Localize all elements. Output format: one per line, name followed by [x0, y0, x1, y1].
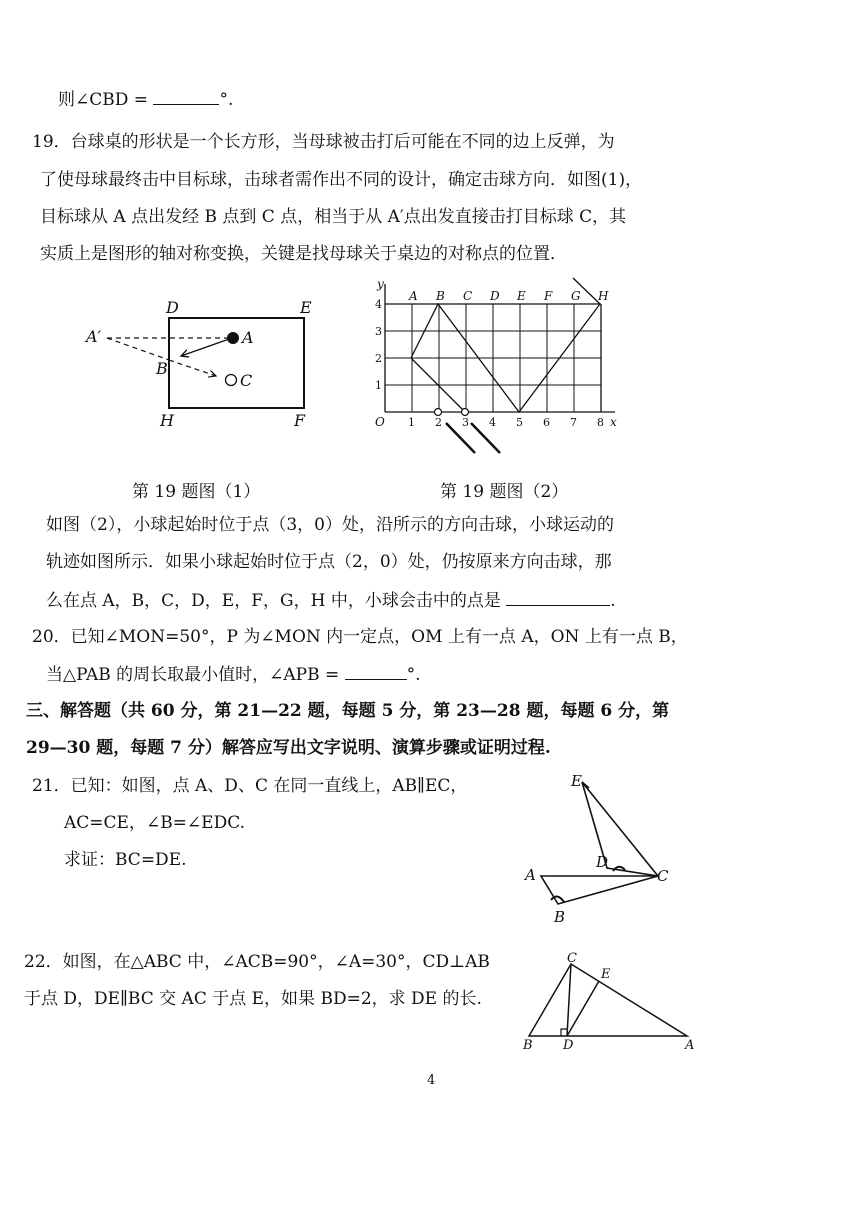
label-e: E — [300, 298, 312, 317]
target-ball-c — [226, 375, 237, 386]
segment-cd — [567, 964, 571, 1036]
q18-answer-line — [58, 88, 233, 111]
top-label-h: H — [598, 289, 609, 303]
triangle-abc — [541, 876, 658, 904]
q19-para-3-text: 么在点 A，B，C，D，E，F，G，H 中，小球会击中的点是 — [46, 591, 501, 611]
label-a-prime: A′ — [86, 327, 102, 346]
q21-figure — [515, 768, 680, 928]
label-e: E — [571, 772, 582, 790]
q19-para-2: 轨迹如图所示．如果小球起始时位于点（2，0）处，仍按原来方向击球，那 — [46, 552, 612, 572]
q21-line-3: 求证：BC=DE. — [64, 850, 187, 870]
q18-answer-blank[interactable] — [153, 88, 219, 105]
label-a: A — [242, 328, 254, 347]
top-label-e: E — [517, 289, 526, 303]
segment-de — [567, 981, 599, 1036]
y-tick-label: 1 — [375, 379, 382, 392]
x-tick-label: 6 — [543, 416, 550, 429]
q22-figure — [515, 948, 705, 1058]
start-point-3-0 — [462, 409, 469, 416]
q19-para-3 — [46, 589, 616, 612]
label-a: A — [685, 1038, 695, 1053]
label-c: C — [240, 371, 253, 390]
y-tick-label: 3 — [375, 325, 382, 338]
q19-line-2: 了使母球最终击中目标球，击球者需作出不同的设计，确定击球方向．如图(1)， — [40, 170, 643, 190]
top-label-f: F — [544, 289, 553, 303]
q19-figure-2 — [365, 278, 625, 468]
label-h: H — [160, 411, 174, 430]
dashed-line-aprime-b — [107, 338, 169, 360]
grid-lines — [385, 304, 601, 412]
q19-para-end: . — [610, 591, 616, 611]
cue-ball-a — [227, 332, 239, 344]
section-3-heading-1: 三、解答题（共 60 分，第 21—22 题，每题 5 分，第 23—28 题，每题 6 分，第 — [26, 701, 670, 721]
top-label-d: D — [490, 289, 500, 303]
y-tick-label: 4 — [375, 298, 382, 311]
y-axis-label: y — [377, 277, 384, 291]
label-d: D — [563, 1038, 574, 1053]
x-tick-label: 5 — [516, 416, 523, 429]
q20-answer-blank[interactable] — [345, 663, 407, 680]
top-label-c: C — [463, 289, 473, 303]
top-label-g: G — [571, 289, 581, 303]
x-tick-label: 1 — [408, 416, 415, 429]
cue-stick-1 — [446, 423, 475, 453]
q19-answer-blank[interactable] — [506, 589, 610, 606]
label-c: C — [657, 867, 669, 885]
q19-line-3: 目标球从 A 点出发经 B 点到 C 点，相当于从 A′点出发直接击打目标球 C，其 — [40, 207, 627, 227]
x-tick-label: 4 — [489, 416, 496, 429]
q19-line-4: 实质上是图形的轴对称变换，关键是找母球关于桌边的对称点的位置． — [40, 244, 567, 264]
q22-line-2: 于点 D，DE∥BC 交 AC 于点 E，如果 BD=2，求 DE 的长. — [24, 989, 482, 1009]
label-d: D — [166, 298, 179, 317]
right-angle-mark — [561, 1029, 567, 1036]
label-f: F — [294, 411, 306, 430]
x-tick-label: 2 — [435, 416, 442, 429]
origin-label: O — [375, 415, 385, 429]
q18-suffix: °. — [219, 90, 234, 110]
q21-line-2: AC=CE，∠B=∠EDC. — [64, 813, 246, 833]
top-label-a: A — [409, 289, 418, 303]
q20-line-2 — [46, 663, 421, 686]
start-point-2-0 — [435, 409, 442, 416]
fig2-caption: 第 19 题图（2） — [440, 482, 569, 502]
table-rectangle — [169, 318, 304, 408]
triangle-edc — [582, 782, 658, 876]
q18-prefix: 则∠CBD = — [58, 90, 149, 110]
q19-line-1: 19．台球桌的形状是一个长方形，当母球被击打后可能在不同的边上反弹，为 — [32, 132, 615, 152]
q20-line-2-suffix: °. — [406, 665, 421, 685]
top-label-b: B — [436, 289, 445, 303]
x-tick-label: 8 — [597, 416, 604, 429]
label-e: E — [601, 967, 611, 982]
y-tick-label: 2 — [375, 352, 382, 365]
arrow-a-to-b — [181, 338, 232, 356]
label-c: C — [567, 951, 577, 966]
angle-mark-b — [551, 896, 564, 902]
q20-line-2-prefix: 当△PAB 的周长取最小值时，∠APB = — [46, 665, 340, 685]
x-tick-label: 3 — [462, 416, 469, 429]
x-tick-label: 7 — [570, 416, 577, 429]
x-axis-label: x — [610, 415, 617, 429]
q21-line-1: 21．已知：如图，点 A、D、C 在同一直线上，AB∥EC， — [32, 776, 468, 796]
page-number: 4 — [427, 1073, 436, 1088]
q22-line-1: 22．如图，在△ABC 中，∠ACB=90°，∠A=30°，CD⊥AB — [24, 952, 490, 972]
label-b: B — [554, 908, 566, 926]
label-d: D — [596, 853, 609, 871]
arrow-b-to-c — [169, 360, 216, 376]
section-3-heading-2: 29—30 题，每题 7 分）解答应写出文字说明、演算步骤或证明过程. — [26, 738, 551, 758]
q19-figure-1 — [80, 290, 330, 440]
label-b: B — [156, 359, 168, 378]
label-a: A — [525, 866, 536, 884]
q19-para-1: 如图（2），小球起始时位于点（3，0）处，沿所示的方向击球，小球运动的 — [46, 515, 614, 535]
q20-line-1: 20．已知∠MON=50°，P 为∠MON 内一定点，OM 上有一点 A，ON 上有一点 B， — [32, 627, 688, 647]
fig1-caption: 第 19 题图（1） — [132, 482, 261, 502]
label-b: B — [523, 1038, 533, 1053]
